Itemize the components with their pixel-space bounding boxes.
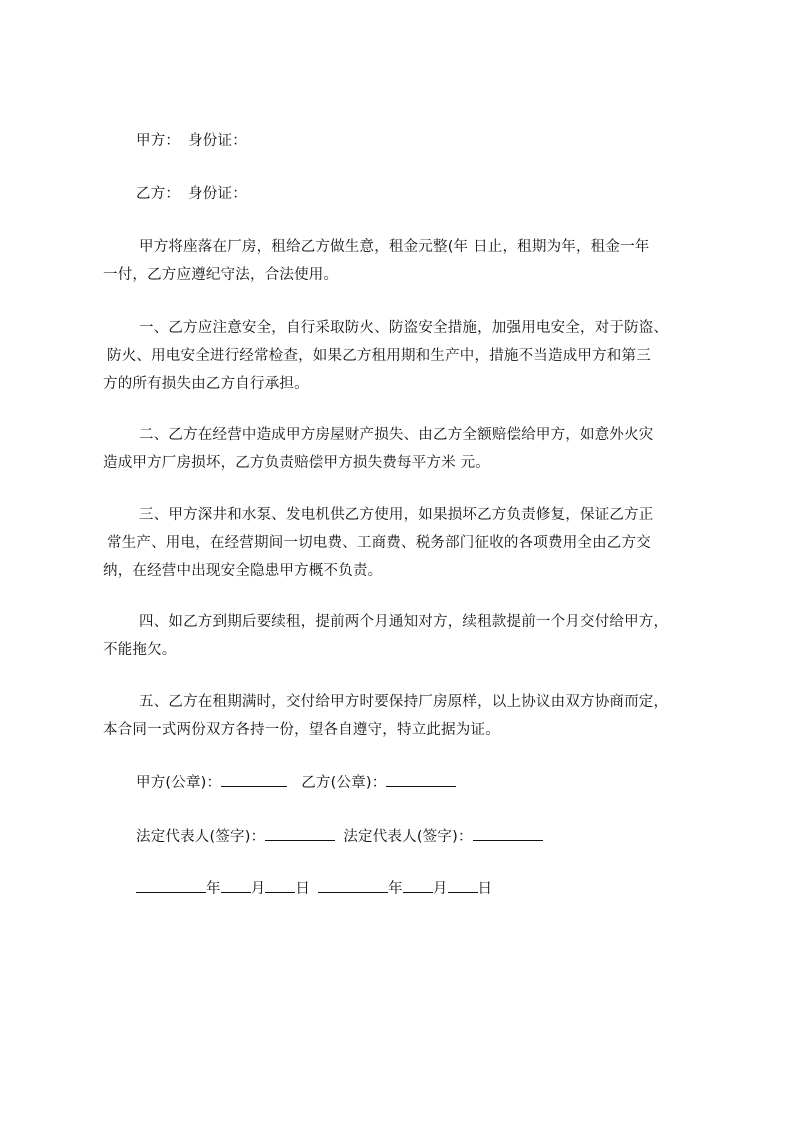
date-a-day-blank[interactable] (265, 878, 295, 893)
rep-b-label: 法定代表人(签字)： (343, 829, 473, 845)
party-b-id-label: 身份证： (188, 186, 247, 202)
paragraph-line: 一、乙方应注意安全，自行采取防火、防盗安全措施，加强用电安全，对于防盗、 (139, 320, 669, 336)
party-b-line (136, 184, 247, 204)
year-label: 年 (206, 881, 221, 897)
month-label: 月 (432, 881, 448, 897)
paragraph-line: 本合同一式两份双方各持一份，望各自遵守，特立此据为证。 (103, 722, 500, 738)
representative-line (136, 826, 543, 847)
party-a-id-label: 身份证： (188, 133, 247, 149)
paragraph-line: 五、乙方在租期满时，交付给甲方时要保持厂房原样，以上协议由双方协商而定， (139, 694, 669, 710)
paragraph-line: 一付，乙方应遵纪守法，合法使用。 (103, 267, 339, 283)
paragraph-line: 四、如乙方到期后要续租，提前两个月通知对方，续租款提前一个月交付给甲方， (139, 614, 669, 630)
party-a-label: 甲方： (136, 133, 181, 149)
paragraph-line: 方的所有损失由乙方自行承担。 (103, 376, 309, 392)
date-b-year-blank[interactable] (318, 878, 388, 893)
paragraph-line: 常生产、用电，在经营期间一切电费、工商费、税务部门征收的各项费用全由乙方交 (107, 535, 651, 551)
party-b-seal-blank[interactable] (386, 772, 456, 787)
party-b-label: 乙方： (136, 186, 181, 202)
rep-b-blank[interactable] (473, 826, 543, 841)
year-label: 年 (388, 881, 403, 897)
date-a-month-blank[interactable] (221, 878, 251, 893)
rep-a-label: 法定代表人(签字)： (136, 829, 266, 845)
paragraph-line: 不能拖欠。 (103, 642, 177, 658)
paragraph-line: 防火、用电安全进行经常检查，如果乙方租用期和生产中，措施不当造成甲方和第三 (107, 348, 651, 364)
date-b-month-blank[interactable] (403, 878, 433, 893)
paragraph-line: 造成甲方厂房损坏，乙方负责赔偿甲方损失费每平方米 元。 (103, 455, 491, 471)
party-a-line (136, 131, 247, 151)
date-line (136, 878, 492, 899)
seal-line (136, 772, 456, 793)
party-a-seal-label: 甲方(公章)： (136, 775, 222, 791)
paragraph-line: 三、甲方深井和水泵、发电机供乙方使用，如果损坏乙方负责修复，保证乙方正 (139, 507, 654, 523)
paragraph-line: 二、乙方在经营中造成甲方房屋财产损失、由乙方全额赔偿给甲方，如意外火灾 (139, 427, 654, 443)
party-a-seal-blank[interactable] (221, 772, 287, 787)
day-label: 日 (477, 881, 493, 897)
date-b-day-blank[interactable] (448, 878, 478, 893)
rep-a-blank[interactable] (265, 826, 335, 841)
paragraph-line: 纳，在经营中出现安全隐患甲方概不负责。 (103, 563, 383, 579)
paragraph-line: 甲方将座落在厂房，租给乙方做生意，租金元整(年 日止，租期为年，租金一年 (139, 239, 650, 255)
party-b-seal-label: 乙方(公章)： (301, 775, 387, 791)
date-a-year-blank[interactable] (136, 878, 206, 893)
month-label: 月 (250, 881, 266, 897)
day-label: 日 (295, 881, 311, 897)
